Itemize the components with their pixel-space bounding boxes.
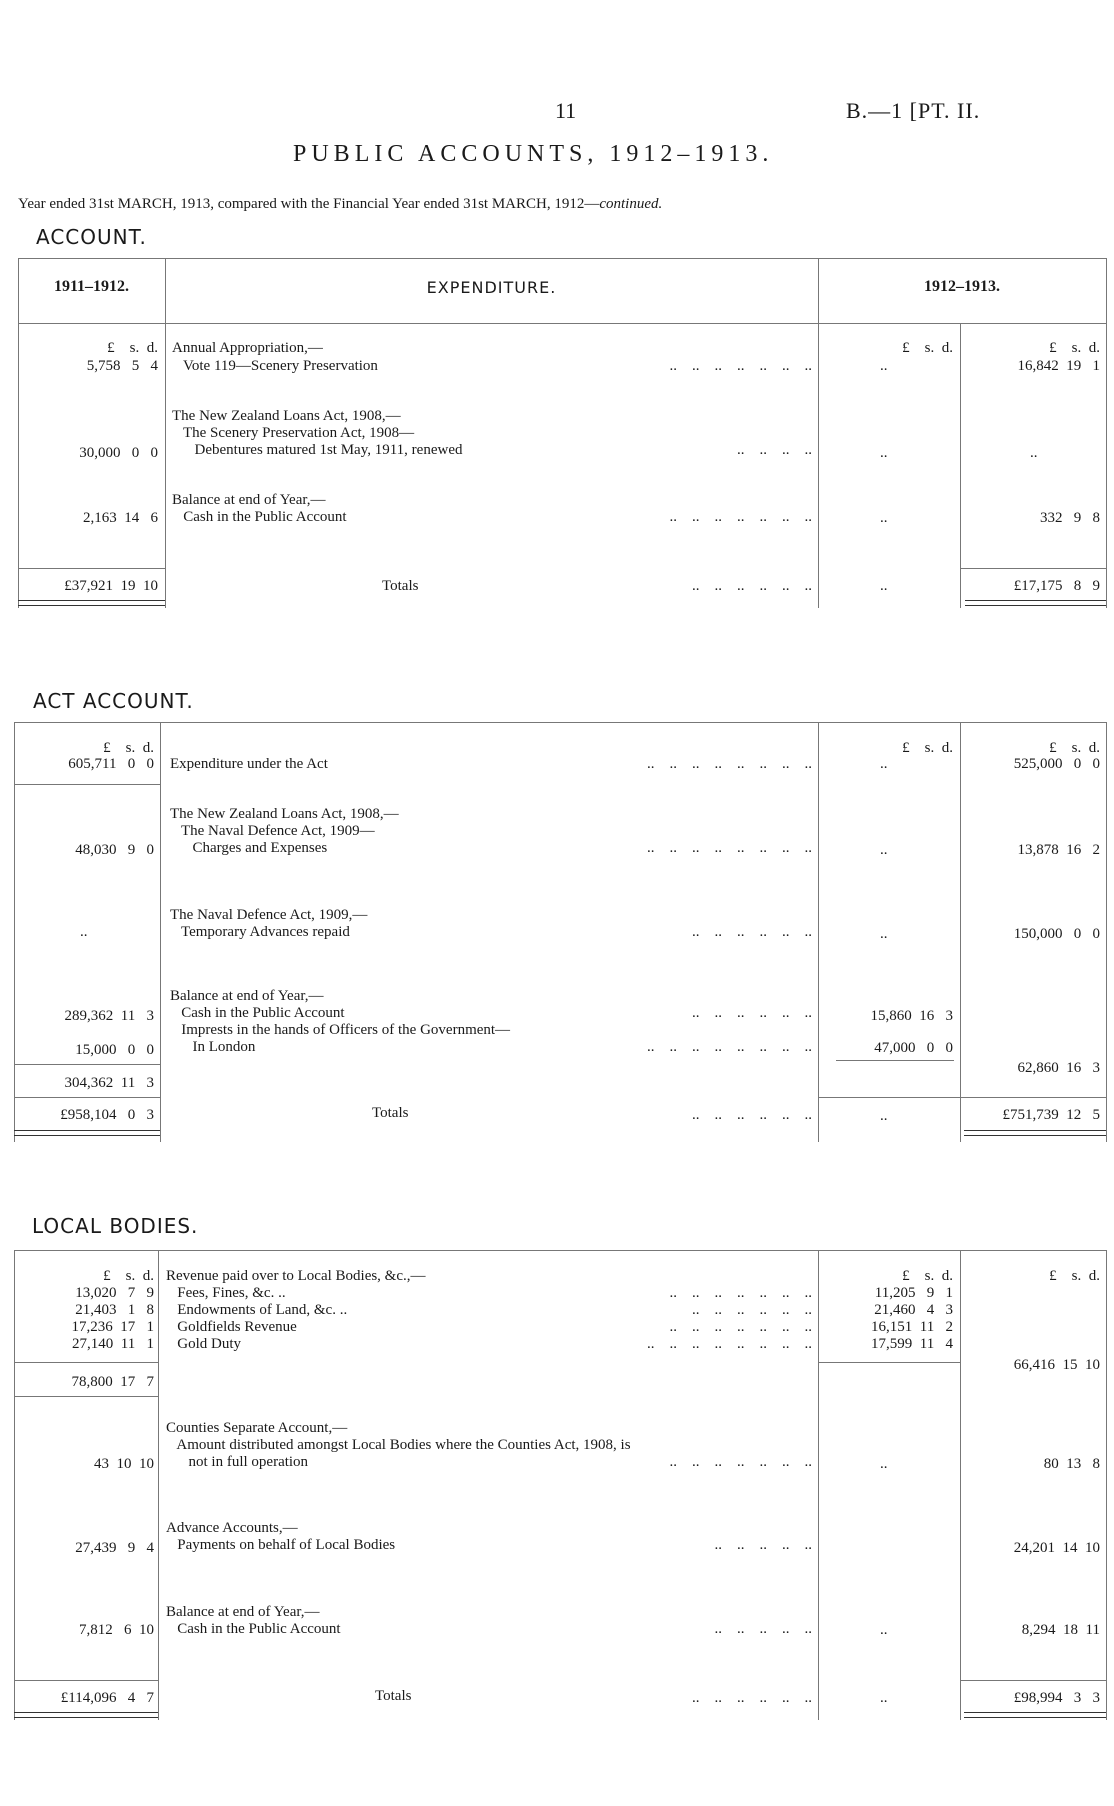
row-label: The New Zealand Loans Act, 1908,— — [170, 806, 399, 822]
currency-header: £ s. d. — [107, 340, 158, 356]
amount-1912: 16,842 19 1 — [1017, 358, 1100, 374]
amount-1912: 8,294 18 11 — [1021, 1622, 1100, 1638]
currency-header: £ s. d. — [902, 740, 953, 756]
row-label: Gold Duty — [166, 1336, 241, 1352]
row-label: Expenditure under the Act — [170, 756, 328, 772]
row-label: Charges and Expenses — [170, 840, 328, 856]
subtotal-1912: .. — [880, 1622, 888, 1638]
amount-1911: 7,812 6 10 — [79, 1622, 154, 1638]
amount-1911: .. — [80, 924, 88, 940]
row-label: Advance Accounts,— — [166, 1520, 298, 1536]
row-label: Cash in the Public Account — [170, 1005, 345, 1021]
totals-subtotal: .. — [880, 1690, 888, 1706]
amount-1911: 30,000 0 0 — [79, 445, 158, 461]
row-label: Annual Appropriation,— — [172, 340, 323, 356]
row-label: Endowments of Land, &c. .. — [166, 1302, 348, 1318]
col-header-expenditure: EXPENDITURE. — [426, 278, 557, 297]
totals-label: Totals — [382, 578, 419, 594]
totals-subtotal: .. — [880, 578, 888, 594]
subtotal-1911: 304,362 11 3 — [64, 1075, 154, 1091]
subtotal-1912: 17,599 11 4 — [871, 1336, 953, 1352]
totals-label: Totals — [372, 1105, 409, 1121]
totals-subtotal: .. — [880, 1108, 888, 1124]
row-label: The New Zealand Loans Act, 1908,— — [172, 408, 401, 424]
amount-1912: 332 9 8 — [1040, 510, 1100, 526]
row-label: Debentures matured 1st May, 1911, renewed — [172, 442, 463, 458]
page-title: PUBLIC ACCOUNTS, 1912–1913. — [293, 141, 774, 167]
amount-1912: 150,000 0 0 — [1013, 926, 1100, 942]
row-label: Balance at end of Year,— — [170, 988, 324, 1004]
leader-dots: .. .. .. .. — [737, 442, 812, 458]
row-label: Cash in the Public Account — [166, 1621, 341, 1637]
subtotal-1912: 11,205 9 1 — [874, 1285, 953, 1301]
amount-1911: 21,403 1 8 — [75, 1302, 154, 1318]
naval-heading: ACT ACCOUNT. — [33, 689, 194, 713]
leader-dots: .. .. .. .. .. .. — [692, 1107, 812, 1123]
amount-1911: 289,362 11 3 — [64, 1008, 154, 1024]
leader-dots: .. .. .. .. .. .. .. .. — [647, 1039, 812, 1055]
row-label: The Naval Defence Act, 1909— — [170, 823, 375, 839]
total-1912: £751,739 12 5 — [1002, 1107, 1100, 1123]
total-1911: £37,921 19 10 — [64, 578, 158, 594]
leader-dots: .. .. .. .. .. .. — [692, 1005, 812, 1021]
amount-1911: 605,711 0 0 — [68, 756, 154, 772]
subtotal-1912: .. — [880, 510, 888, 526]
currency-header: £ s. d. — [1049, 340, 1100, 356]
amount-1912: 24,201 14 10 — [1013, 1540, 1100, 1556]
leader-dots: .. .. .. .. .. — [714, 1537, 812, 1553]
amount-1911: 15,000 0 0 — [75, 1042, 154, 1058]
subtotal-1912: .. — [880, 926, 888, 942]
page-number: 11 — [555, 98, 577, 123]
leader-dots: .. .. .. .. .. .. .. — [669, 1285, 812, 1301]
amount-1912: 13,878 16 2 — [1017, 842, 1100, 858]
leader-dots: .. .. .. .. .. .. — [692, 578, 812, 594]
subtotal-1912: .. — [880, 1456, 888, 1472]
subtotal-1912: .. — [880, 445, 888, 461]
row-label: Temporary Advances repaid — [170, 924, 350, 940]
amount-1912: 62,860 16 3 — [1017, 1060, 1100, 1076]
leader-dots: .. .. .. .. .. .. .. — [669, 509, 812, 525]
amount-1911: 13,020 7 9 — [75, 1285, 154, 1301]
total-1911: £114,096 4 7 — [60, 1690, 154, 1706]
currency-header: £ s. d. — [1049, 1268, 1100, 1284]
amount-1911: 17,236 17 1 — [71, 1319, 154, 1335]
leader-dots: .. .. .. .. .. .. — [692, 1690, 812, 1706]
page-subtitle — [18, 196, 662, 213]
currency-header: £ s. d. — [1049, 740, 1100, 756]
amount-1912: 80 13 8 — [1043, 1456, 1100, 1472]
leader-dots: .. .. .. .. .. .. .. .. — [647, 1336, 812, 1352]
local-heading: LOCAL BODIES. — [32, 1214, 199, 1238]
row-label: In London — [170, 1039, 256, 1055]
row-label: Goldfields Revenue — [166, 1319, 297, 1335]
scenery-heading: ACCOUNT. — [36, 225, 147, 249]
subtitle-text: Year ended 31st MARCH, 1913, compared with the Financial Year ended 31st MARCH, 1912— — [18, 196, 600, 212]
totals-label: Totals — [375, 1688, 412, 1704]
document-reference: B.—1 [PT. II. — [846, 98, 981, 123]
leader-dots: .. .. .. .. .. .. .. .. — [647, 756, 812, 772]
amount-1911: 5,758 5 4 — [86, 358, 158, 374]
amount-1911: 43 10 10 — [94, 1456, 154, 1472]
currency-header: £ s. d. — [902, 340, 953, 356]
row-label: Vote 119—Scenery Preservation — [172, 358, 378, 374]
subtotal-1911: 78,800 17 7 — [71, 1374, 154, 1390]
currency-header: £ s. d. — [103, 1268, 154, 1284]
leader-dots: .. .. .. .. .. .. — [692, 924, 812, 940]
row-label: Amount distributed amongst Local Bodies where the Counties Act, 1908, is — [166, 1437, 631, 1453]
amount-1912: .. — [1030, 445, 1038, 461]
subtotal-1912: .. — [880, 756, 888, 772]
row-label: Revenue paid over to Local Bodies, &c.,— — [166, 1268, 426, 1284]
amount-1911: 2,163 14 6 — [83, 510, 158, 526]
total-1912: £17,175 8 9 — [1013, 578, 1100, 594]
col-header-1911: 1911–1912. — [53, 278, 130, 295]
amount-1911: 48,030 9 0 — [75, 842, 154, 858]
leader-dots: .. .. .. .. .. — [714, 1621, 812, 1637]
currency-header: £ s. d. — [103, 740, 154, 756]
subtotal-1912: 47,000 0 0 — [874, 1040, 953, 1056]
total-1912: £98,994 3 3 — [1013, 1690, 1100, 1706]
leader-dots: .. .. .. .. .. .. — [692, 1302, 812, 1318]
col-header-1912: 1912–1913. — [924, 278, 1000, 295]
currency-header: £ s. d. — [902, 1268, 953, 1284]
subtotal-1912: .. — [880, 358, 888, 374]
row-label: The Scenery Preservation Act, 1908— — [172, 425, 415, 441]
amount-1911: 27,140 11 1 — [72, 1336, 154, 1352]
leader-dots: .. .. .. .. .. .. .. — [669, 358, 812, 374]
row-label: Fees, Fines, &c. .. — [166, 1285, 286, 1301]
row-label: The Naval Defence Act, 1909,— — [170, 907, 368, 923]
row-label: Counties Separate Account,— — [166, 1420, 348, 1436]
leader-dots: .. .. .. .. .. .. .. — [669, 1319, 812, 1335]
row-label: Imprests in the hands of Officers of the Government— — [170, 1022, 511, 1038]
subtotal-1912: .. — [880, 842, 888, 858]
leader-dots: .. .. .. .. .. .. .. — [669, 1454, 812, 1470]
total-1911: £958,104 0 3 — [60, 1107, 154, 1123]
amount-1912: 525,000 0 0 — [1013, 756, 1100, 772]
row-label: Payments on behalf of Local Bodies — [166, 1537, 396, 1553]
amount-1912: 66,416 15 10 — [1013, 1357, 1100, 1373]
leader-dots: .. .. .. .. .. .. .. .. — [647, 840, 812, 856]
subtotal-1912: 16,151 11 2 — [871, 1319, 953, 1335]
amount-1911: 27,439 9 4 — [75, 1540, 154, 1556]
row-label: not in full operation — [166, 1454, 309, 1470]
subtotal-1912: 15,860 16 3 — [870, 1008, 953, 1024]
subtotal-1912: 21,460 4 3 — [874, 1302, 953, 1318]
row-label: Balance at end of Year,— — [166, 1604, 320, 1620]
row-label: Balance at end of Year,— — [172, 492, 326, 508]
subtitle-continued: continued. — [599, 196, 663, 212]
row-label: Cash in the Public Account — [172, 509, 347, 525]
